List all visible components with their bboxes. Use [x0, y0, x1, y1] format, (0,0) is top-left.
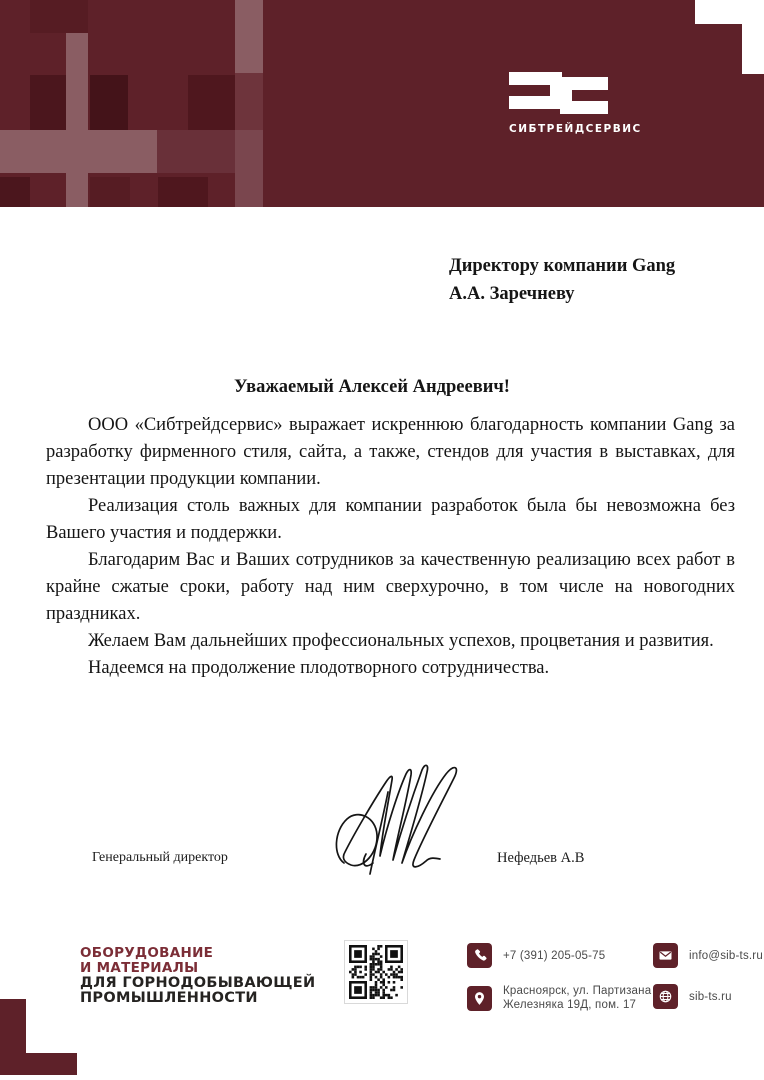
- contact-phone: [467, 943, 605, 968]
- location-icon: [467, 986, 492, 1011]
- header-banner: [0, 0, 764, 207]
- tagline-line: ДЛЯ ГОРНОДОБЫВАЮЩЕЙ: [80, 975, 316, 991]
- website-url[interactable]: sib-ts.ru: [689, 990, 732, 1003]
- signer-title: Генеральный директор: [92, 850, 228, 865]
- paragraph: Желаем Вам дальнейших профессиональных успехов, процветания и развития.: [88, 631, 714, 651]
- tagline-line: ОБОРУДОВАНИЕ: [80, 945, 214, 961]
- paragraph: Надеемся на продолжение плодотворного сотрудничества.: [88, 658, 550, 678]
- globe-icon: [653, 984, 678, 1009]
- recipient-line2: А.А. Заречневу: [449, 284, 575, 304]
- tagline-line: И МАТЕРИАЛЫ: [80, 960, 199, 976]
- recipient-line1: Директору компании Gang: [449, 256, 676, 276]
- logo-text: СИБТРЕЙДСЕРВИС: [509, 123, 642, 135]
- qr-pattern-icon: [349, 945, 403, 999]
- address-line: Красноярск, ул. Партизана: [503, 985, 652, 997]
- signature-scribble: [330, 760, 500, 883]
- company-logo: [509, 72, 669, 135]
- paragraph: ООО «Сибтрейдсервис» выражает искреннюю благодарность компании Gang за разработку фирменного стиля, сайта, а также, стендов для участия в выставках, для презентации продукции компании.: [46, 415, 735, 489]
- qr-code: [344, 940, 408, 1004]
- letter-body: [46, 412, 735, 682]
- signer-name: Нефедьев А.В: [497, 850, 585, 866]
- contact-address: [467, 984, 651, 1012]
- paragraph: Реализация столь важных для компании разработок была бы невозможна без Вашего участия и поддержки.: [46, 496, 735, 543]
- phone-number[interactable]: +7 (391) 205-05-75: [503, 949, 606, 962]
- contact-email: [653, 943, 763, 968]
- postal-address: [503, 984, 651, 1012]
- address-line: Железняка 19Д, пом. 17: [503, 999, 637, 1011]
- contact-website: [653, 984, 732, 1009]
- tagline-line: ПРОМЫШЛЕННОСТИ: [80, 990, 258, 1006]
- salutation: Уважаемый Алексей Андреевич!: [234, 377, 510, 397]
- paragraph: Благодарим Вас и Ваших сотрудников за качественную реализацию всех работ в крайне сжатые сроки, работу над ним сверхурочно, в том числе на новогодних праздниках.: [46, 550, 735, 624]
- logo-mark-icon: [509, 72, 609, 114]
- recipient-block: [449, 252, 675, 308]
- footer-tagline: [80, 946, 315, 1006]
- mail-icon: [653, 943, 678, 968]
- phone-icon: [467, 943, 492, 968]
- email-address[interactable]: info@sib-ts.ru: [689, 949, 763, 962]
